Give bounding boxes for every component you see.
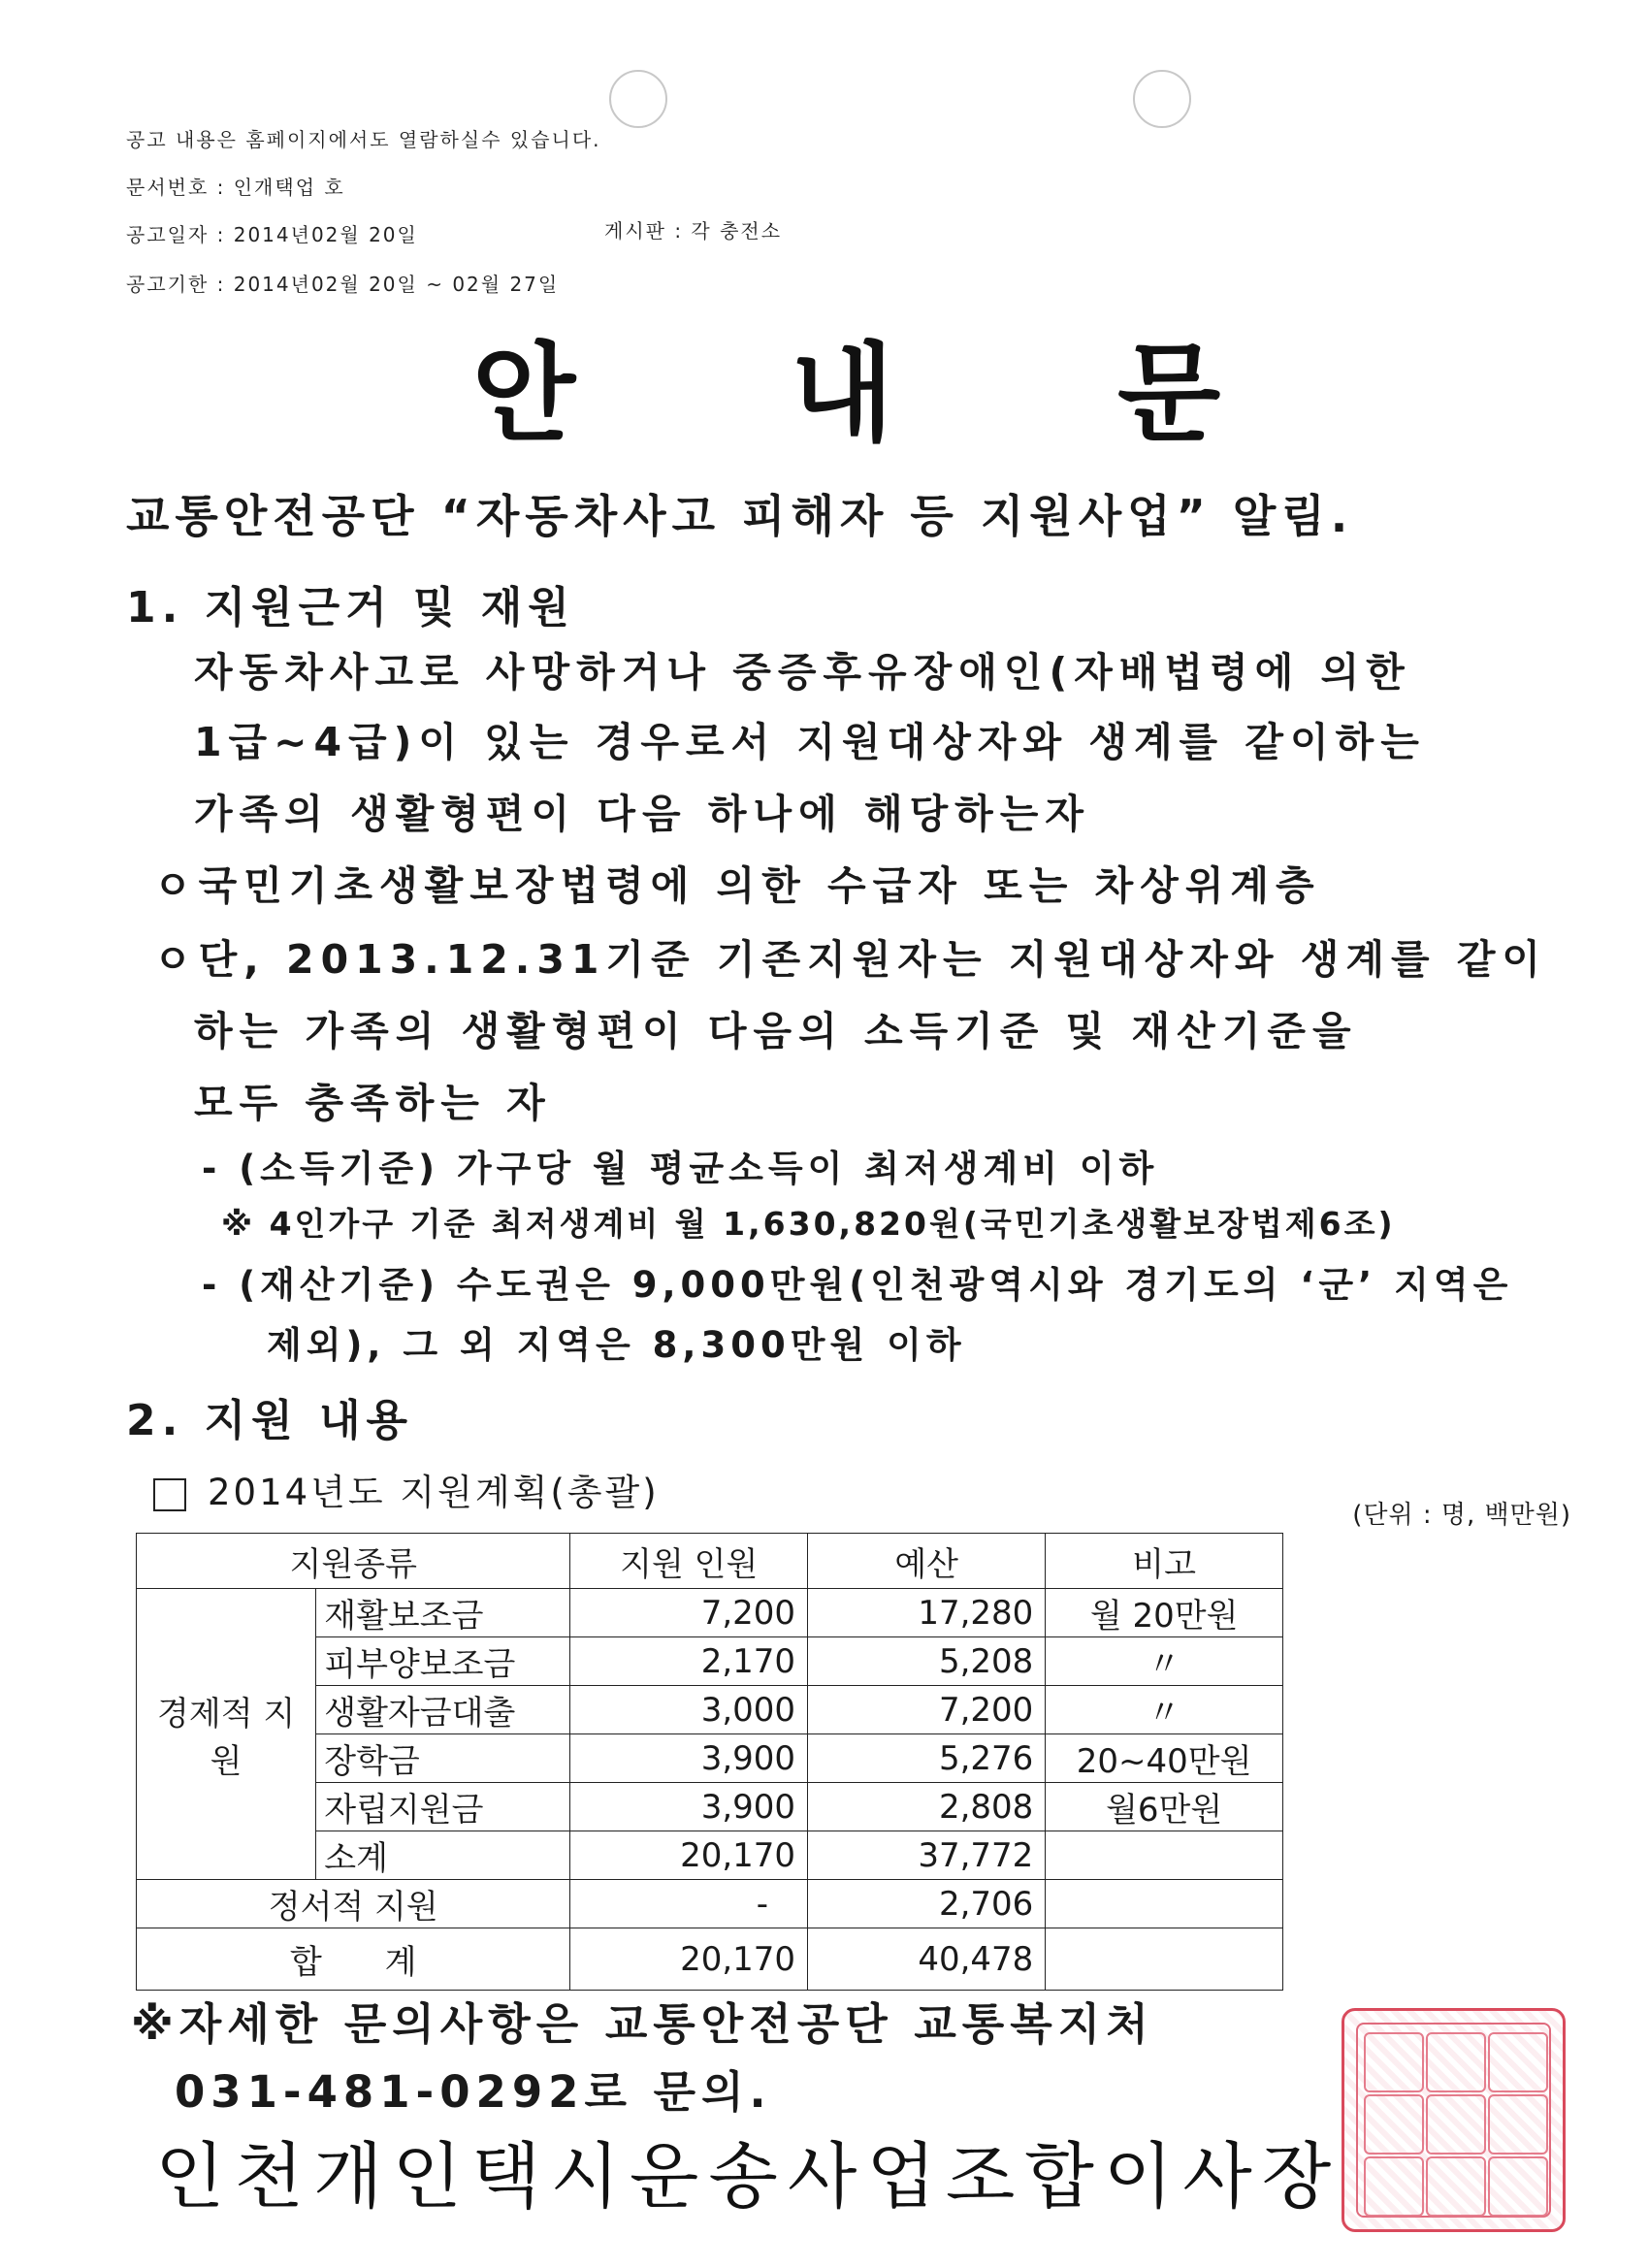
row-budget: 5,208 (808, 1637, 1046, 1686)
row-note (1046, 1831, 1283, 1880)
table-header-row (137, 1534, 1283, 1589)
row-budget: 2,808 (808, 1783, 1046, 1831)
row-kind: 자립지원금 (316, 1783, 570, 1831)
row-kind: 정서적 지원 (137, 1880, 570, 1928)
row-note: 월 20만원 (1046, 1589, 1283, 1637)
bullet-existing-line-1: ㅇ단, 2013.12.31기준 기존지원자는 지원대상자와 생계를 같이 (153, 936, 1548, 983)
seal-glyph-block (1488, 2032, 1548, 2092)
row-people: 3,000 (570, 1686, 808, 1734)
row-budget: 17,280 (808, 1589, 1046, 1637)
row-people: 7,200 (570, 1589, 808, 1637)
row-kind: 장학금 (316, 1734, 570, 1783)
seal-glyph-block (1364, 2032, 1424, 2092)
row-kind: 소계 (316, 1831, 570, 1880)
section1-para-line-1: 자동차사고로 사망하거나 중증후유장애인(자배법령에 의한 (194, 649, 1411, 696)
row-budget: 40,478 (808, 1928, 1046, 1991)
row-budget: 2,706 (808, 1880, 1046, 1928)
seal-glyph-block (1364, 2156, 1424, 2217)
seal-glyph-block (1364, 2094, 1424, 2155)
row-kind: 합 계 (137, 1928, 570, 1991)
table-row-emotional (137, 1880, 1283, 1928)
seal-glyph-block (1488, 2094, 1548, 2155)
asset-criteria-line-1: - (재산기준) 수도권은 9,000만원(인천광역시와 경기도의 ‘군’ 지역은 (202, 1264, 1513, 1306)
row-budget: 5,276 (808, 1734, 1046, 1783)
asset-criteria-line-2: 제외), 그 외 지역은 8,300만원 이하 (267, 1324, 966, 1366)
row-people: 3,900 (570, 1783, 808, 1831)
row-note: 〃 (1046, 1637, 1283, 1686)
seal-glyph-block (1426, 2094, 1486, 2155)
official-seal-stamp (1342, 2008, 1566, 2232)
col-header-note: 비고 (1046, 1534, 1283, 1589)
seal-glyph-block (1426, 2156, 1486, 2217)
row-people: 20,170 (570, 1831, 808, 1880)
seal-glyph-block (1426, 2032, 1486, 2092)
bullet-recipient: ㅇ국민기초생활보장법령에 의한 수급자 또는 차상위계층 (153, 862, 1321, 909)
seal-glyph-block (1488, 2156, 1548, 2217)
punch-hole-left (609, 70, 667, 128)
row-note (1046, 1880, 1283, 1928)
income-criteria: - (소득기준) 가구당 월 평균소득이 최저생계비 이하 (202, 1148, 1159, 1189)
title-char-3: 문 (1117, 332, 1221, 456)
notice-line: 공고 내용은 홈페이지에서도 열람하실수 있습니다. (126, 128, 601, 151)
row-note: 월6만원 (1046, 1783, 1283, 1831)
table-row-total (137, 1928, 1283, 1991)
table-row (137, 1589, 1283, 1637)
plan-title (153, 1463, 660, 1515)
bullet-existing-line-2: 하는 가족의 생활형편이 다음의 소득기준 및 재산기준을 (194, 1008, 1358, 1054)
plan-title-text: 2014년도 지원계획(총괄) (208, 1472, 660, 1513)
section1-heading: 1. 지원근거 및 재원 (126, 583, 575, 632)
row-people: 3,900 (570, 1734, 808, 1783)
row-kind: 생활자금대출 (316, 1686, 570, 1734)
row-budget: 37,772 (808, 1831, 1046, 1880)
bullet-existing-line-3: 모두 충족하는 자 (194, 1080, 552, 1126)
income-note: ※ 4인가구 기준 최저생계비 월 1,630,820원(국민기초생활보장법제6조) (221, 1205, 1396, 1243)
doc-number: 문서번호 : 인개택업 호 (126, 176, 345, 199)
col-header-people: 지원 인원 (570, 1534, 808, 1589)
unit-note: (단위 : 명, 백만원) (1352, 1501, 1571, 1530)
col-header-budget: 예산 (808, 1534, 1046, 1589)
contact-line-1: ※자세한 문의사항은 교통안전공단 교통복지처 (131, 1998, 1154, 2050)
punch-hole-right (1133, 70, 1191, 128)
checkbox-square-icon (153, 1478, 186, 1511)
support-plan-table (136, 1533, 1283, 1991)
section1-para-line-3: 가족의 생활형편이 다음 하나에 해당하는자 (194, 791, 1091, 837)
board: 게시판 : 각 충전소 (604, 219, 783, 243)
row-kind: 재활보조금 (316, 1589, 570, 1637)
contact-line-2: 031-481-0292로 문의. (175, 2066, 772, 2118)
section1-para-line-2: 1급~4급)이 있는 경우로서 지원대상자와 생계를 같이하는 (194, 719, 1426, 765)
row-people: 2,170 (570, 1637, 808, 1686)
row-people: - (570, 1880, 808, 1928)
row-budget: 7,200 (808, 1686, 1046, 1734)
row-note: 20~40만원 (1046, 1734, 1283, 1783)
row-kind: 피부양보조금 (316, 1637, 570, 1686)
title-char-1: 안 (472, 332, 576, 456)
notice-period: 공고기한 : 2014년02월 20일 ~ 02월 27일 (126, 273, 560, 296)
signature: 인천개인택시운송사업조합이사장 (155, 2135, 1342, 2219)
col-header-kind: 지원종류 (137, 1534, 570, 1589)
row-note (1046, 1928, 1283, 1991)
row-people: 20,170 (570, 1928, 808, 1991)
notice-date: 공고일자 : 2014년02월 20일 (126, 223, 418, 246)
title-char-2: 내 (791, 332, 894, 456)
row-note: 〃 (1046, 1686, 1283, 1734)
headline: 교통안전공단 “자동차사고 피해자 등 지원사업” 알림. (126, 490, 1354, 542)
section2-heading: 2. 지원 내용 (126, 1396, 413, 1445)
group-label-economic: 경제적 지원 (137, 1589, 316, 1880)
